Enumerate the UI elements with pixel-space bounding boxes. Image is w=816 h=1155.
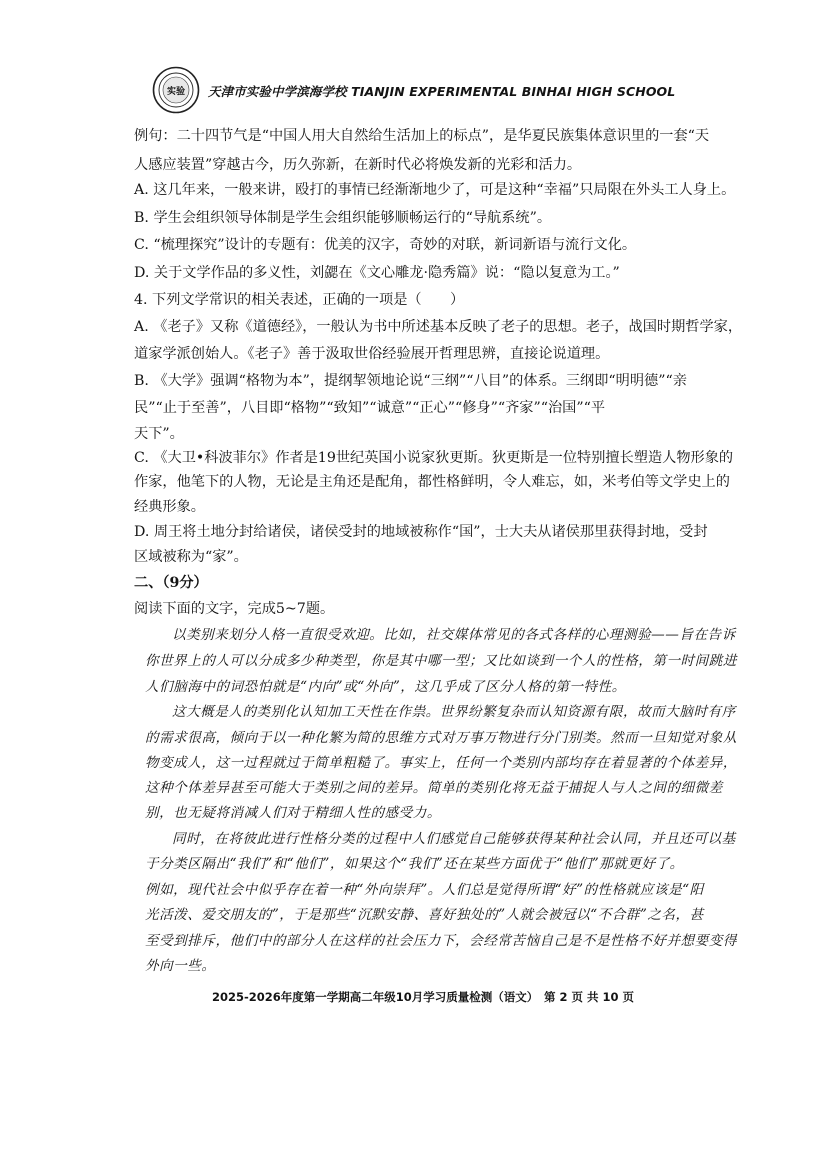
passage-p1-line-2: 你世界上的人可以分成多少种类型，你是其中哪一型；又比如谈到一个人的性格，第一时间跳进 bbox=[145, 653, 737, 669]
school-name-cn: 天津市实验中学滨海学校 bbox=[208, 84, 347, 99]
section-heading: 二、（9分） bbox=[134, 575, 208, 591]
q4-option-b-line-1: B. 《大学》强调“格物为本”，提纲挈领地论说“三纲”“八目”的体系。三纲即“明明德”“亲 bbox=[134, 373, 687, 389]
q4-option-a-line-1: A. 《老子》又称《道德经》，一般认为书中所述基本反映了老子的思想。老子，战国时期哲学家， bbox=[134, 319, 743, 335]
passage-p3-line-1: 同时，在将彼此进行性格分类的过程中人们感觉自己能够获得某种社会认同，并且还可以基 bbox=[172, 831, 736, 847]
passage-p1-line-1: 以类别来划分人格一直很受欢迎。比如，社交媒体常见的各式各样的心理测验——旨在告诉 bbox=[172, 627, 736, 643]
q4-stem: 4. 下列文学常识的相关表述，正确的一项是（ ） bbox=[134, 292, 465, 308]
school-name-en: TIANJIN EXPERIMENTAL BINHAI HIGH SCHOOL bbox=[351, 84, 676, 99]
q4-option-c-line-2: 作家，他笔下的人物，无论是主角还是配角，都性格鲜明，令人难忘，如，米考伯等文学史上的 bbox=[134, 474, 730, 490]
passage-p3-line-2: 于分类区隔出“我们”和“他们”，如果这个“我们”还在某些方面优于“他们”那就更好了。 bbox=[145, 856, 684, 872]
school-name bbox=[208, 82, 675, 100]
passage-p2-line-1: 这大概是人的类别化认知加工天性在作祟。世界纷繁复杂而认知资源有限，故而大脑时有序 bbox=[172, 704, 736, 720]
passage-p2-line-3: 物变成人，这一过程就过于简单粗糙了。事实上，任何一个类别内部均存在着显著的个体差异， bbox=[145, 755, 737, 771]
q3-option-d: D. 关于文学作品的多义性，刘勰在《文心雕龙·隐秀篇》说：“隐以复意为工。” bbox=[134, 265, 620, 281]
q4-option-d-line-2: 区域被称为“家”。 bbox=[134, 549, 248, 565]
passage-p3-line-6: 外向一些。 bbox=[145, 958, 216, 974]
page-footer: 2025-2026年度第一学期高二年级10月学习质量检测（语文） 第 2 页 共 10 页 bbox=[212, 990, 635, 1004]
passage-p2-line-5: 别，也无疑将消减人们对于精细人性的感受力。 bbox=[145, 805, 441, 821]
school-logo bbox=[152, 66, 200, 114]
passage-p2-line-4: 这种个体差异甚至可能大于类别之间的差异。简单的类别化将无益于捕捉人与人之间的细微差 bbox=[145, 780, 723, 796]
q3-option-b: B. 学生会组织领导体制是学生会组织能够顺畅运行的“导航系统”。 bbox=[134, 210, 552, 226]
passage-p1-line-3: 人们脑海中的词恐怕就是“内向”或“外向”，这几乎成了区分人格的第一特性。 bbox=[145, 679, 626, 695]
q4-option-b-line-2: 民”“止于至善”，八目即“格物”“致知”“诚意”“正心”“修身”“齐家”“治国”“平 bbox=[134, 400, 606, 416]
passage-p3-line-3: 例如，现代社会中似乎存在着一种“外向崇拜”。人们总是觉得所谓“好”的性格就应该是“阳 bbox=[145, 882, 704, 898]
q3-option-a: A. 这几年来，一般来讲，殴打的事情已经渐渐地少了，可是这种“幸福”只局限在外头工人身上。 bbox=[134, 182, 736, 198]
q3-option-c: C. “梳理探究”设计的专题有：优美的汉字，奇妙的对联，新词新语与流行文化。 bbox=[134, 237, 637, 253]
q4-option-a-line-2: 道家学派创始人。《老子》善于汲取世俗经验展开哲理思辨，直接论说道理。 bbox=[134, 346, 610, 362]
q4-option-c-line-1: C. 《大卫•科波菲尔》作者是19世纪英国小说家狄更斯。狄更斯是一位特别擅长塑造人物形象的 bbox=[134, 450, 734, 466]
reading-instruction: 阅读下面的文字，完成5~7题。 bbox=[134, 601, 335, 617]
passage-p3-line-4: 光活泼、爱交朋友的”，于是那些“沉默安静、喜好独处的”人就会被冠以“不合群”之名，甚 bbox=[145, 907, 704, 923]
example-sentence-line-1: 例句：二十四节气是“中国人用大自然给生活加上的标点”，是华夏民族集体意识里的一套“天 bbox=[134, 128, 710, 144]
example-sentence-line-2: 人感应装置”穿越古今，历久弥新，在新时代必将焕发新的光彩和活力。 bbox=[134, 157, 582, 173]
q4-option-b-line-3: 天下”。 bbox=[134, 426, 184, 442]
svg-text:实验: 实验 bbox=[166, 87, 186, 97]
passage-p2-line-2: 的需求很高，倾向于以一种化繁为简的思维方式对万事万物进行分门别类。然而一旦知觉对象从 bbox=[145, 730, 737, 746]
q4-option-c-line-3: 经典形象。 bbox=[134, 499, 205, 515]
q4-option-d-line-1: D. 周王将土地分封给诸侯，诸侯受封的地域被称作“国”，士大夫从诸侯那里获得封地，受封 bbox=[134, 524, 708, 540]
passage-p3-line-5: 至受到排斥，他们中的部分人在这样的社会压力下，会经常苦恼自己是不是性格不好并想要变得 bbox=[145, 933, 737, 949]
